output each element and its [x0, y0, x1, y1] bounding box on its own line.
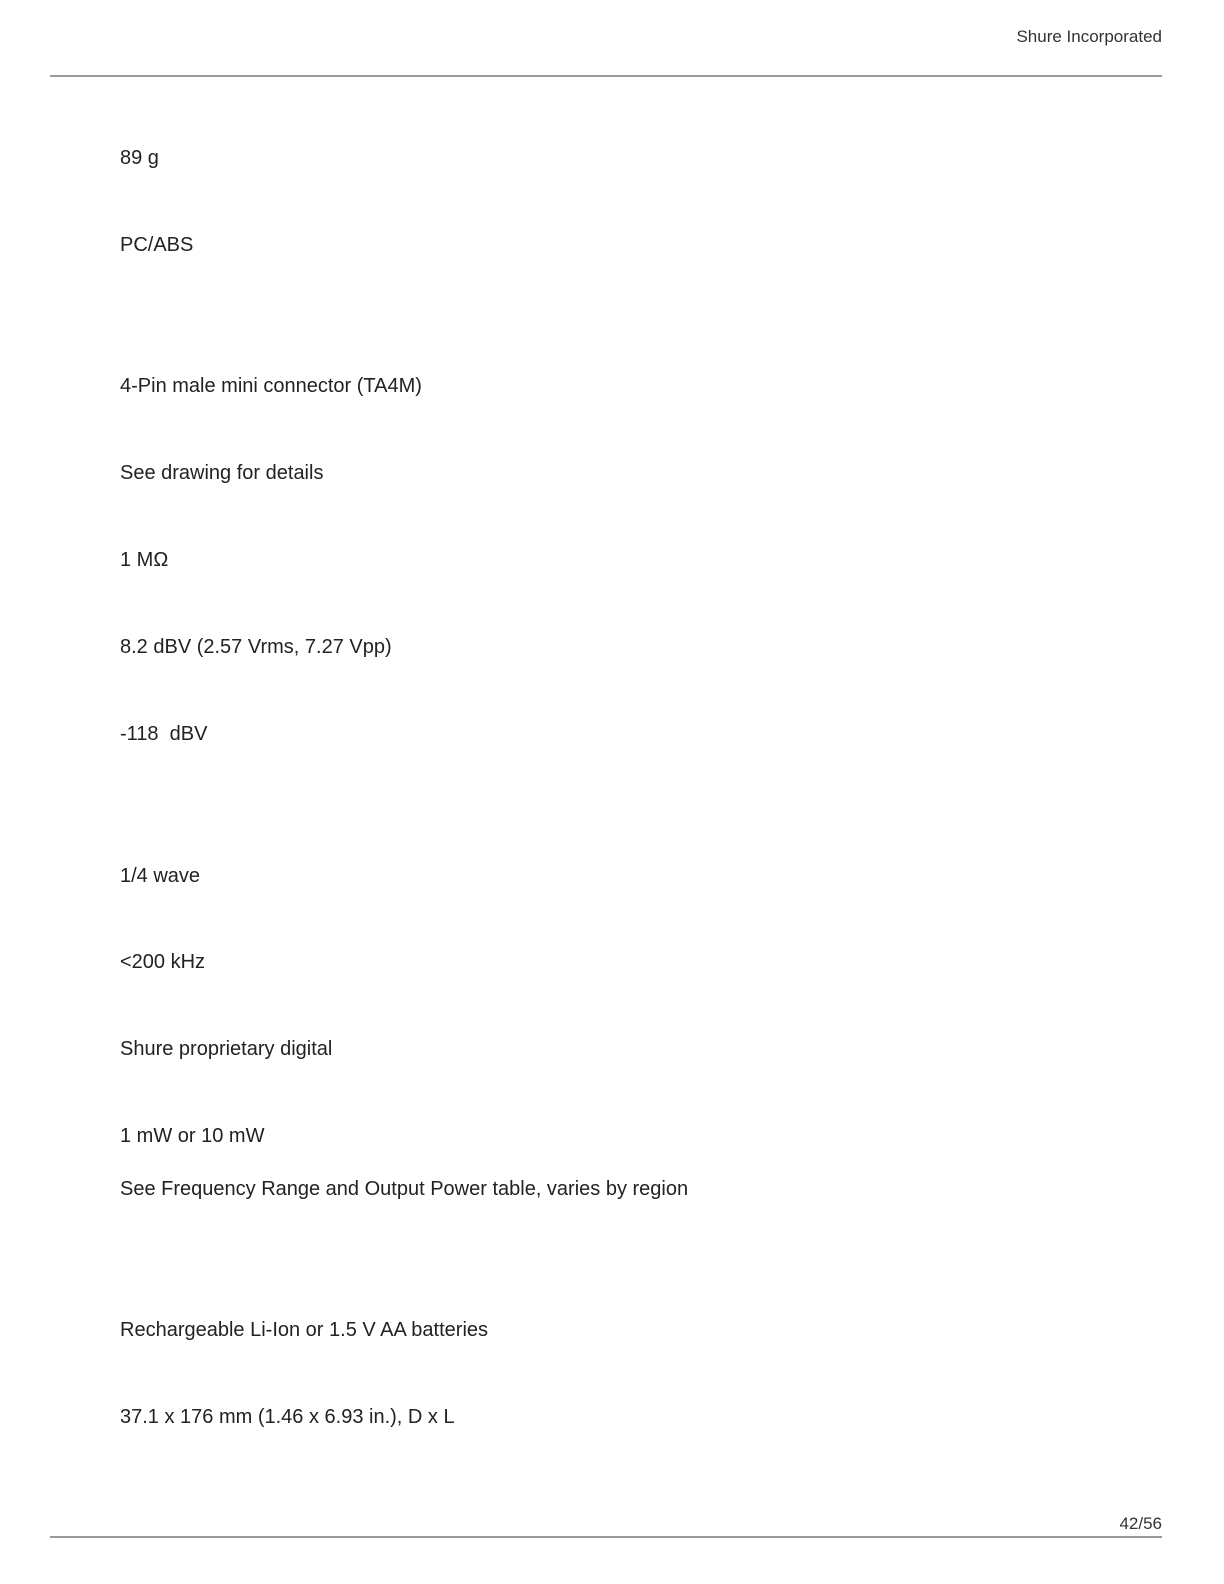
spec-dimensions: 37.1 x 176 mm (1.46 x 6.93 in.), D x L — [120, 1406, 455, 1428]
footer-divider — [50, 1536, 1162, 1538]
spec-pin-details: See drawing for details — [120, 462, 324, 484]
spec-bandwidth: <200 kHz — [120, 951, 206, 973]
spec-impedance: 1 MΩ — [120, 549, 169, 571]
spec-connector: 4-Pin male mini connector (TA4M) — [120, 375, 422, 397]
spec-weight: 89 g — [120, 147, 159, 169]
spec-rf-power: 1 mW or 10 mW — [120, 1125, 265, 1147]
spec-noise: -118 dBV — [120, 723, 208, 745]
spec-modulation: Shure proprietary digital — [120, 1038, 333, 1060]
spec-max-input: 8.2 dBV (2.57 Vrms, 7.27 Vpp) — [120, 636, 392, 658]
spec-antenna: 1/4 wave — [120, 865, 201, 887]
header-divider — [50, 75, 1162, 77]
spec-housing: PC/ABS — [120, 234, 194, 256]
page-number: 42/56 — [1119, 1514, 1162, 1533]
spec-batteries: Rechargeable Li-Ion or 1.5 V AA batteries — [120, 1319, 489, 1341]
spec-rf-power-note: See Frequency Range and Output Power table, varies by region — [120, 1178, 689, 1200]
header-company-name: Shure Incorporated — [1016, 27, 1162, 46]
